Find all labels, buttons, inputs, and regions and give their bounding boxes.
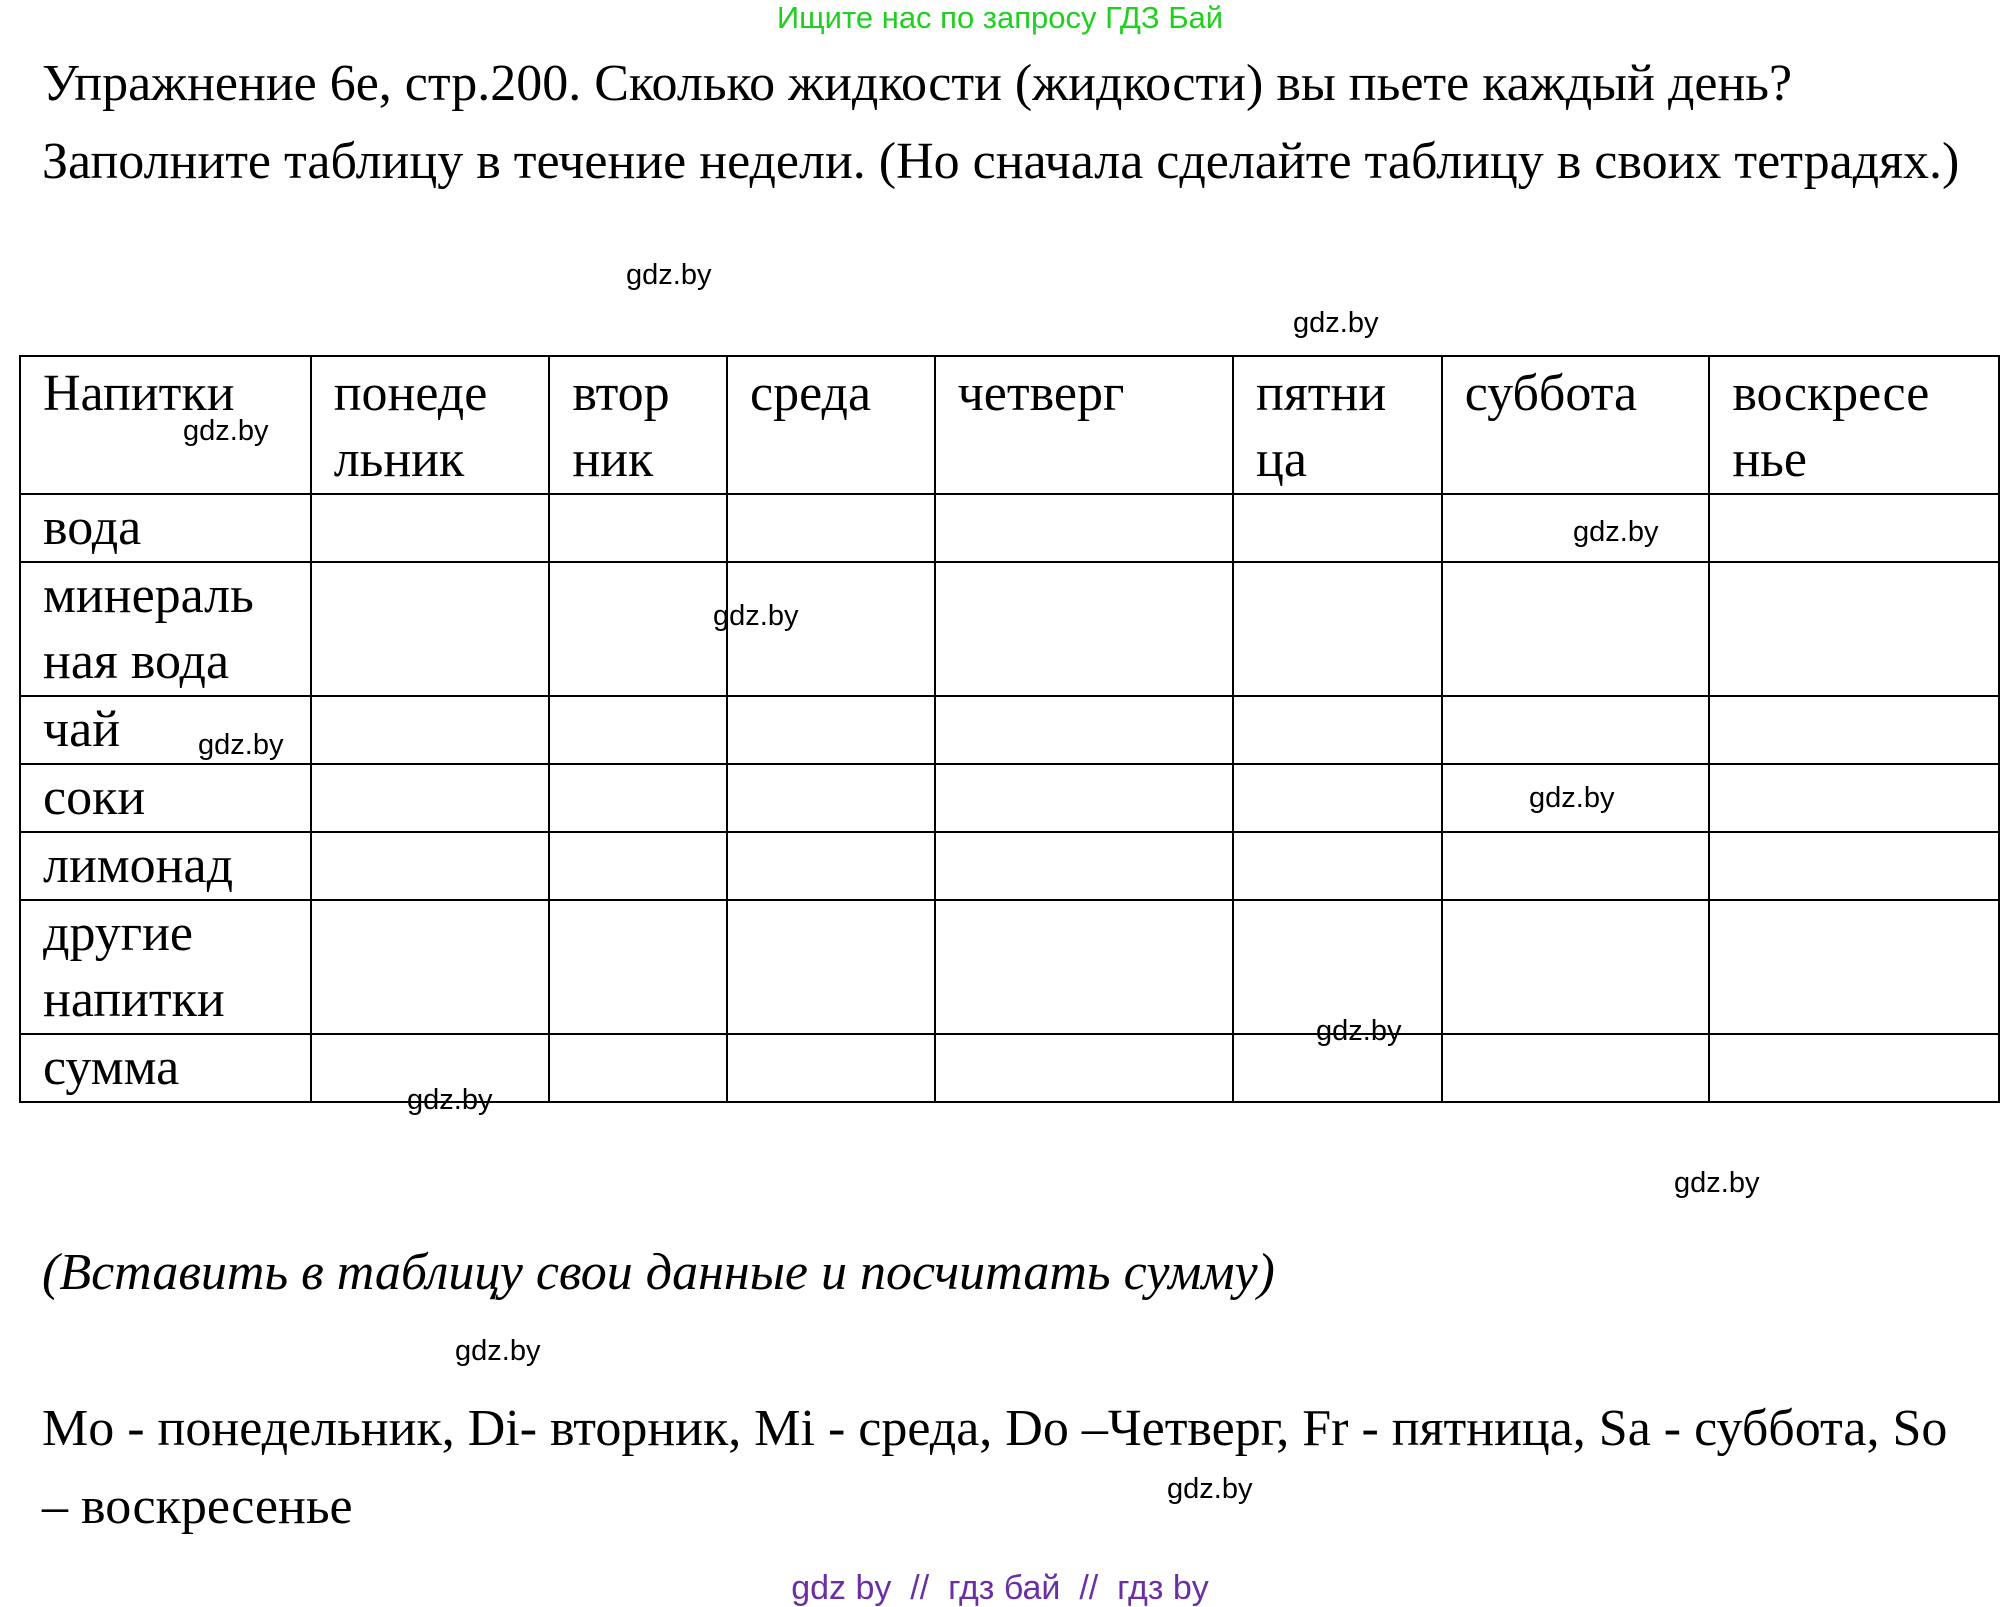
- watermark: gdz.by: [1529, 782, 1615, 814]
- watermark: gdz.by: [626, 259, 712, 291]
- table-cell: [1233, 696, 1442, 764]
- table-cell: [935, 832, 1233, 900]
- table-cell: [1709, 494, 1999, 562]
- table-cell: [549, 494, 727, 562]
- row-label: соки: [20, 764, 311, 832]
- table-cell: [1233, 562, 1442, 696]
- table-cell: [549, 764, 727, 832]
- table-cell: [311, 562, 550, 696]
- table-cell: [549, 562, 727, 696]
- table-cell: [1442, 832, 1710, 900]
- table-cell: [311, 832, 550, 900]
- table-cell: [1442, 900, 1710, 1034]
- table-cell: [727, 832, 935, 900]
- table-cell: [727, 696, 935, 764]
- table-header-row: [20, 356, 1999, 494]
- watermark: gdz.by: [1293, 307, 1379, 339]
- table-cell: [1709, 562, 1999, 696]
- table-cell: [311, 696, 550, 764]
- table-cell: [1233, 764, 1442, 832]
- header-tuesday: втор ник: [549, 356, 727, 494]
- table-cell: [935, 494, 1233, 562]
- table-cell: [727, 764, 935, 832]
- table-cell: [727, 1034, 935, 1102]
- row-label: чай: [20, 696, 311, 764]
- header-saturday: суббота: [1442, 356, 1710, 494]
- table-cell: [1442, 562, 1710, 696]
- table-cell: [935, 562, 1233, 696]
- watermark: gdz.by: [1167, 1473, 1253, 1505]
- header-monday: понеде льник: [311, 356, 550, 494]
- table-row: [20, 696, 1999, 764]
- row-label: лимонад: [20, 832, 311, 900]
- header-friday: пятни ца: [1233, 356, 1442, 494]
- table-row: [20, 764, 1999, 832]
- table-row: [20, 562, 1999, 696]
- task-text: Упражнение 6е, стр.200. Сколько жидкости (жидкости) вы пьете каждый день? Заполните таблицу в течение недели. (Но сначала сделайте таблицу в своих тетрадях.): [42, 55, 1960, 190]
- watermark: gdz.by: [1573, 516, 1659, 548]
- watermark: gdz.by: [713, 600, 799, 632]
- watermark: gdz.by: [1316, 1015, 1402, 1047]
- table-cell: [1709, 1034, 1999, 1102]
- table-cell: [1233, 494, 1442, 562]
- table-row: [20, 1034, 1999, 1102]
- table-cell: [1709, 764, 1999, 832]
- row-label: вода: [20, 494, 311, 562]
- drinks-table: [19, 355, 2000, 1103]
- watermark: gdz.by: [1674, 1167, 1760, 1199]
- header-thursday: четверг: [935, 356, 1233, 494]
- hint-text: (Вставить в таблицу свои данные и посчитать сумму): [42, 1244, 1275, 1301]
- table-cell: [935, 696, 1233, 764]
- header-wednesday: среда: [727, 356, 935, 494]
- table-row: [20, 494, 1999, 562]
- row-label: сумма: [20, 1034, 311, 1102]
- table-cell: [1233, 832, 1442, 900]
- table-cell: [1442, 696, 1710, 764]
- table-cell: [935, 900, 1233, 1034]
- row-label: минераль ная вода: [20, 562, 311, 696]
- table-cell: [549, 1034, 727, 1102]
- table-cell: [727, 494, 935, 562]
- table-cell: [549, 900, 727, 1034]
- table-cell: [549, 832, 727, 900]
- watermark: gdz.by: [407, 1084, 493, 1116]
- table-cell: [727, 900, 935, 1034]
- table-cell: [935, 1034, 1233, 1102]
- row-label: другие напитки: [20, 900, 311, 1034]
- table-cell: [1709, 832, 1999, 900]
- header-sunday: воскресе нье: [1709, 356, 1999, 494]
- table-cell: [311, 494, 550, 562]
- table-cell: [311, 900, 550, 1034]
- table-row: [20, 900, 1999, 1034]
- day-abbreviations-legend: Mo - понедельник, Di- вторник, Mi - среда, Do –Четверг, Fr - пятница, Sa - суббота, So – воскресенье: [42, 1400, 1948, 1535]
- table-row: [20, 832, 1999, 900]
- header-drinks: Напитки: [20, 356, 311, 494]
- top-banner: Ищите нас по запросу ГДЗ Бай: [776, 0, 1224, 35]
- watermark: gdz.by: [455, 1335, 541, 1367]
- watermark: gdz.by: [183, 415, 269, 447]
- watermark: gdz.by: [198, 729, 284, 761]
- table-cell: [1709, 696, 1999, 764]
- table-cell: [311, 764, 550, 832]
- table-cell: [1442, 1034, 1710, 1102]
- table-cell: [935, 764, 1233, 832]
- bottom-banner: gdz by // гдз бай // гдз by: [791, 1569, 1209, 1607]
- table-cell: [1709, 900, 1999, 1034]
- table-cell: [549, 696, 727, 764]
